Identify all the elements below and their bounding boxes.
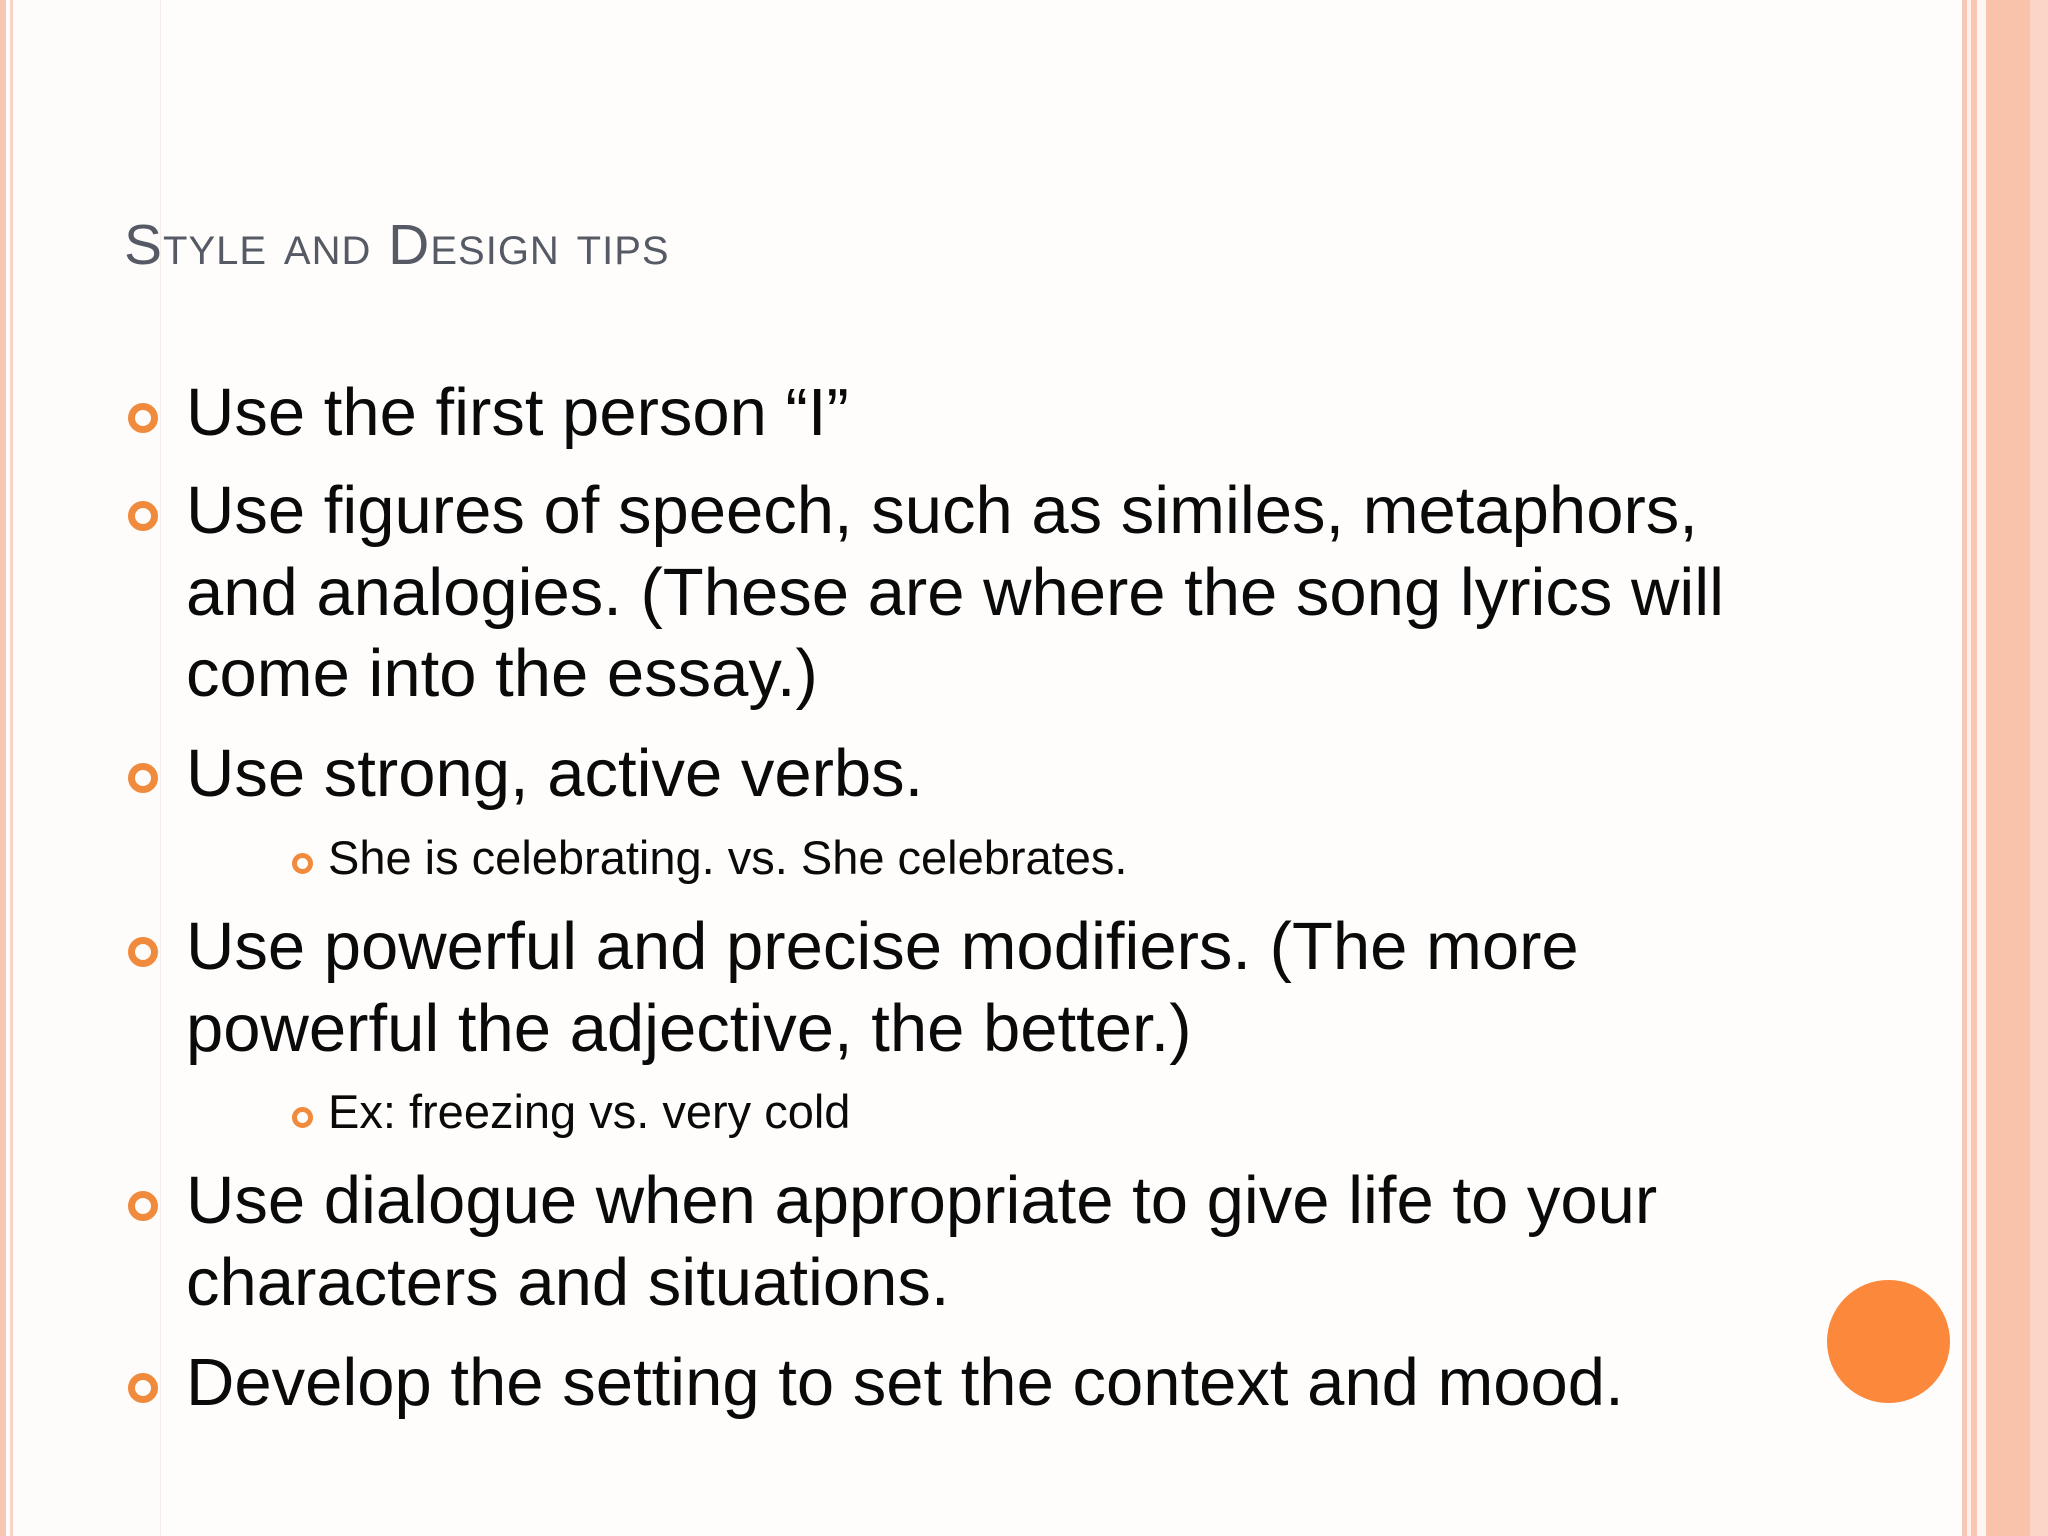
- bullet-item-modifiers-line-1: Use powerful and precise modifiers. (The more: [186, 909, 1579, 984]
- hollow-circle-icon: [128, 763, 158, 793]
- hollow-circle-icon: [292, 1107, 313, 1128]
- hollow-circle-icon: [128, 1191, 158, 1221]
- right-border-band: [1986, 0, 2030, 1536]
- bullet-item-figures-line-3: come into the essay.): [186, 636, 818, 711]
- hollow-circle-icon: [128, 501, 158, 531]
- bullet-item-figures-line-2: and analogies. (These are where the song lyrics will: [186, 555, 1725, 630]
- bullet-item-dialogue-line-1: Use dialogue when appropriate to give life to your: [186, 1163, 1658, 1238]
- hollow-circle-icon: [128, 403, 158, 433]
- bullet-item-setting: Develop the setting to set the context and mood.: [186, 1345, 1624, 1420]
- orange-circle-icon: [1827, 1280, 1950, 1403]
- right-border-stripe: [1977, 0, 1986, 1536]
- slide-title: Style and Design tips: [124, 213, 670, 277]
- right-border-edge: [2030, 0, 2048, 1536]
- bullet-item-dialogue-line-2: characters and situations.: [186, 1245, 950, 1320]
- bullet-item-first-person: Use the first person “I”: [186, 375, 849, 450]
- hollow-circle-icon: [128, 937, 158, 967]
- bullet-item-active-verbs: Use strong, active verbs.: [186, 736, 924, 811]
- hollow-circle-icon: [128, 1373, 158, 1403]
- bullet-item-modifiers-line-2: powerful the adjective, the better.): [186, 991, 1192, 1066]
- sub-item-freezing: Ex: freezing vs. very cold: [328, 1085, 851, 1138]
- bullet-item-figures-line-1: Use figures of speech, such as similes, metaphors,: [186, 473, 1698, 548]
- sub-item-celebrating: She is celebrating. vs. She celebrates.: [328, 831, 1128, 884]
- left-border-inner: [10, 0, 13, 1536]
- left-border: [0, 0, 6, 1536]
- hollow-circle-icon: [292, 853, 313, 874]
